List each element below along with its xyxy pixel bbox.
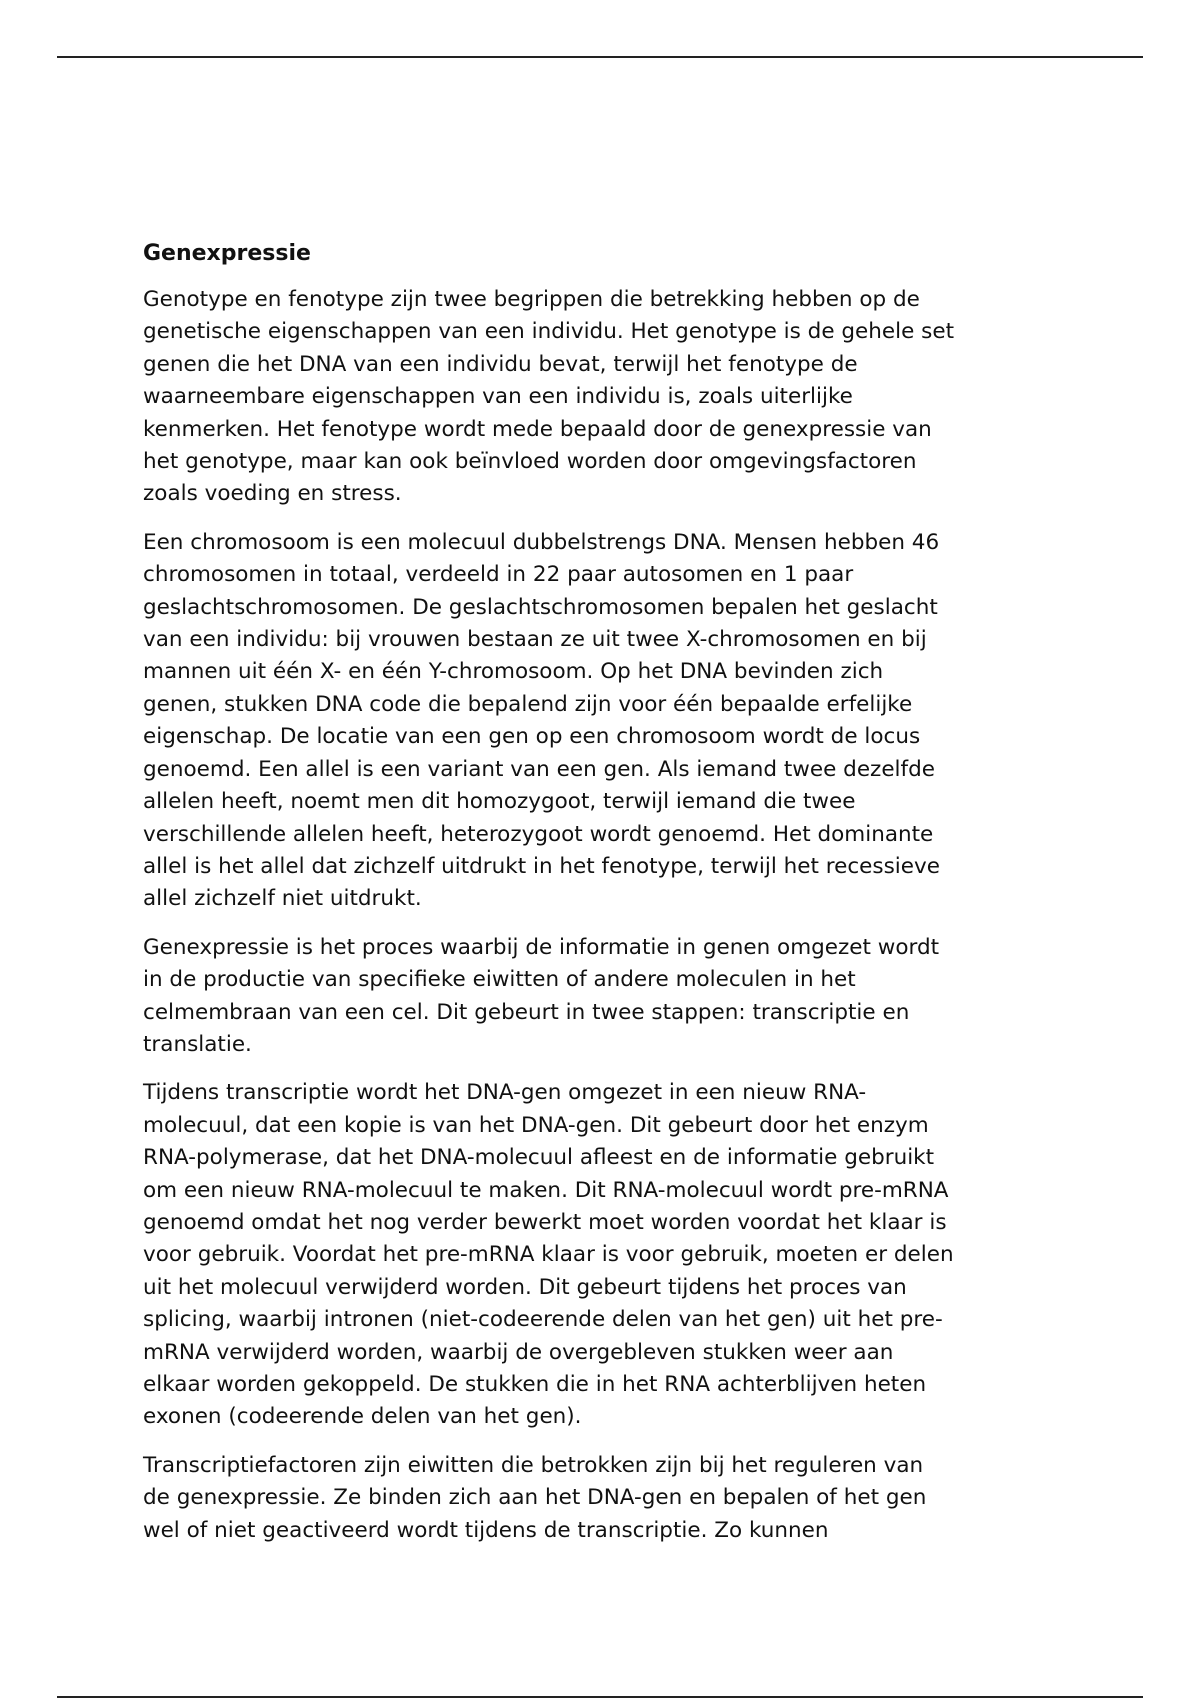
page-title: Genexpressie xyxy=(143,241,311,266)
text-line: allel zichzelf niet uitdrukt. xyxy=(143,886,422,912)
paragraph xyxy=(143,1077,1068,1433)
text-line: verschillende allelen heeft, heterozygoot wordt genoemd. Het dominante xyxy=(143,821,934,847)
text-line: Transcriptiefactoren zijn eiwitten die betrokken zijn bij het reguleren van xyxy=(143,1452,924,1478)
paragraph xyxy=(143,527,1068,916)
text-line: genen, stukken DNA code die bepalend zijn voor één bepaalde erfelijke xyxy=(143,691,913,717)
paragraph xyxy=(143,932,1068,1062)
text-line: splicing, waarbij intronen (niet-codeerende delen van het gen) uit het pre- xyxy=(143,1307,943,1333)
text-line: Genexpressie is het proces waarbij de informatie in genen omgezet wordt xyxy=(143,934,940,960)
text-line: om een nieuw RNA-molecuul te maken. Dit RNA-molecuul wordt pre-mRNA xyxy=(143,1177,949,1203)
text-line: elkaar worden gekoppeld. De stukken die in het RNA achterblijven heten xyxy=(143,1372,927,1397)
text-line: eigenschap. De locatie van een gen op een chromosoom wordt de locus xyxy=(143,724,921,750)
text-line: allelen heeft, noemt men dit homozygoot, terwijl iemand die twee xyxy=(143,789,856,815)
text-line: wel of niet geactiveerd wordt tijdens de transcriptie. Zo kunnen xyxy=(143,1517,829,1543)
text-line: zoals voeding en stress. xyxy=(143,481,402,507)
text-line: van een individu: bij vrouwen bestaan ze uit twee X-chromosomen en bij xyxy=(143,627,927,653)
text-line: uit het molecuul verwijderd worden. Dit gebeurt tijdens het proces van xyxy=(143,1274,907,1300)
text-line: in de productie van specifieke eiwitten of andere moleculen in het xyxy=(143,967,856,993)
text-line: Een chromosoom is een molecuul dubbelstrengs DNA. Mensen hebben 46 xyxy=(143,529,940,555)
text-line: genetische eigenschappen van een individu. Het genotype is de gehele set xyxy=(143,319,955,345)
text-line: de genexpressie. Ze binden zich aan het DNA-gen en bepalen of het gen xyxy=(143,1485,927,1511)
text-line: genoemd. Een allel is een variant van een gen. Als iemand twee dezelfde xyxy=(143,756,935,782)
text-line: chromosomen in totaal, verdeeld in 22 paar autosomen en 1 paar xyxy=(143,562,854,588)
text-line: het genotype, maar kan ook beïnvloed worden door omgevingsfactoren xyxy=(143,449,917,475)
text-line: genoemd omdat het nog verder bewerkt moet worden voordat het klaar is xyxy=(143,1209,947,1235)
bottom-divider xyxy=(57,1696,1143,1698)
text-line: mRNA verwijderd worden, waarbij de overgebleven stukken weer aan xyxy=(143,1339,894,1365)
paragraph xyxy=(143,284,1068,511)
paragraph-list xyxy=(143,284,1068,1547)
text-line: exonen (codeerende delen van het gen). xyxy=(143,1404,582,1430)
text-line: Genotype en fenotype zijn twee begrippen die betrekking hebben op de xyxy=(143,287,920,312)
text-line: celmembraan van een cel. Dit gebeurt in twee stappen: transcriptie en xyxy=(143,999,910,1025)
text-line: molecuul, dat een kopie is van het DNA-gen. Dit gebeurt door het enzym xyxy=(143,1112,929,1138)
text-line: kenmerken. Het fenotype wordt mede bepaald door de genexpressie van xyxy=(143,416,932,442)
text-line: RNA-polymerase, dat het DNA-molecuul afleest en de informatie gebruikt xyxy=(143,1145,935,1171)
document-body xyxy=(143,238,1068,1563)
text-line: waarneembare eigenschappen van een individu is, zoals uiterlijke xyxy=(143,384,853,410)
text-line: allel is het allel dat zichzelf uitdrukt in het fenotype, terwijl het recessieve xyxy=(143,853,940,879)
text-line: genen die het DNA van een individu bevat, terwijl het fenotype de xyxy=(143,351,858,377)
paragraph xyxy=(143,1450,1068,1547)
text-line: Tijdens transcriptie wordt het DNA-gen omgezet in een nieuw RNA- xyxy=(143,1080,867,1106)
text-line: mannen uit één X- en één Y-chromosoom. Op het DNA bevinden zich xyxy=(143,659,884,685)
text-line: geslachtschromosomen. De geslachtschromosomen bepalen het geslacht xyxy=(143,594,938,620)
top-divider xyxy=(57,56,1143,58)
text-line: voor gebruik. Voordat het pre-mRNA klaar is voor gebruik, moeten er delen xyxy=(143,1242,954,1268)
text-line: translatie. xyxy=(143,1031,252,1057)
